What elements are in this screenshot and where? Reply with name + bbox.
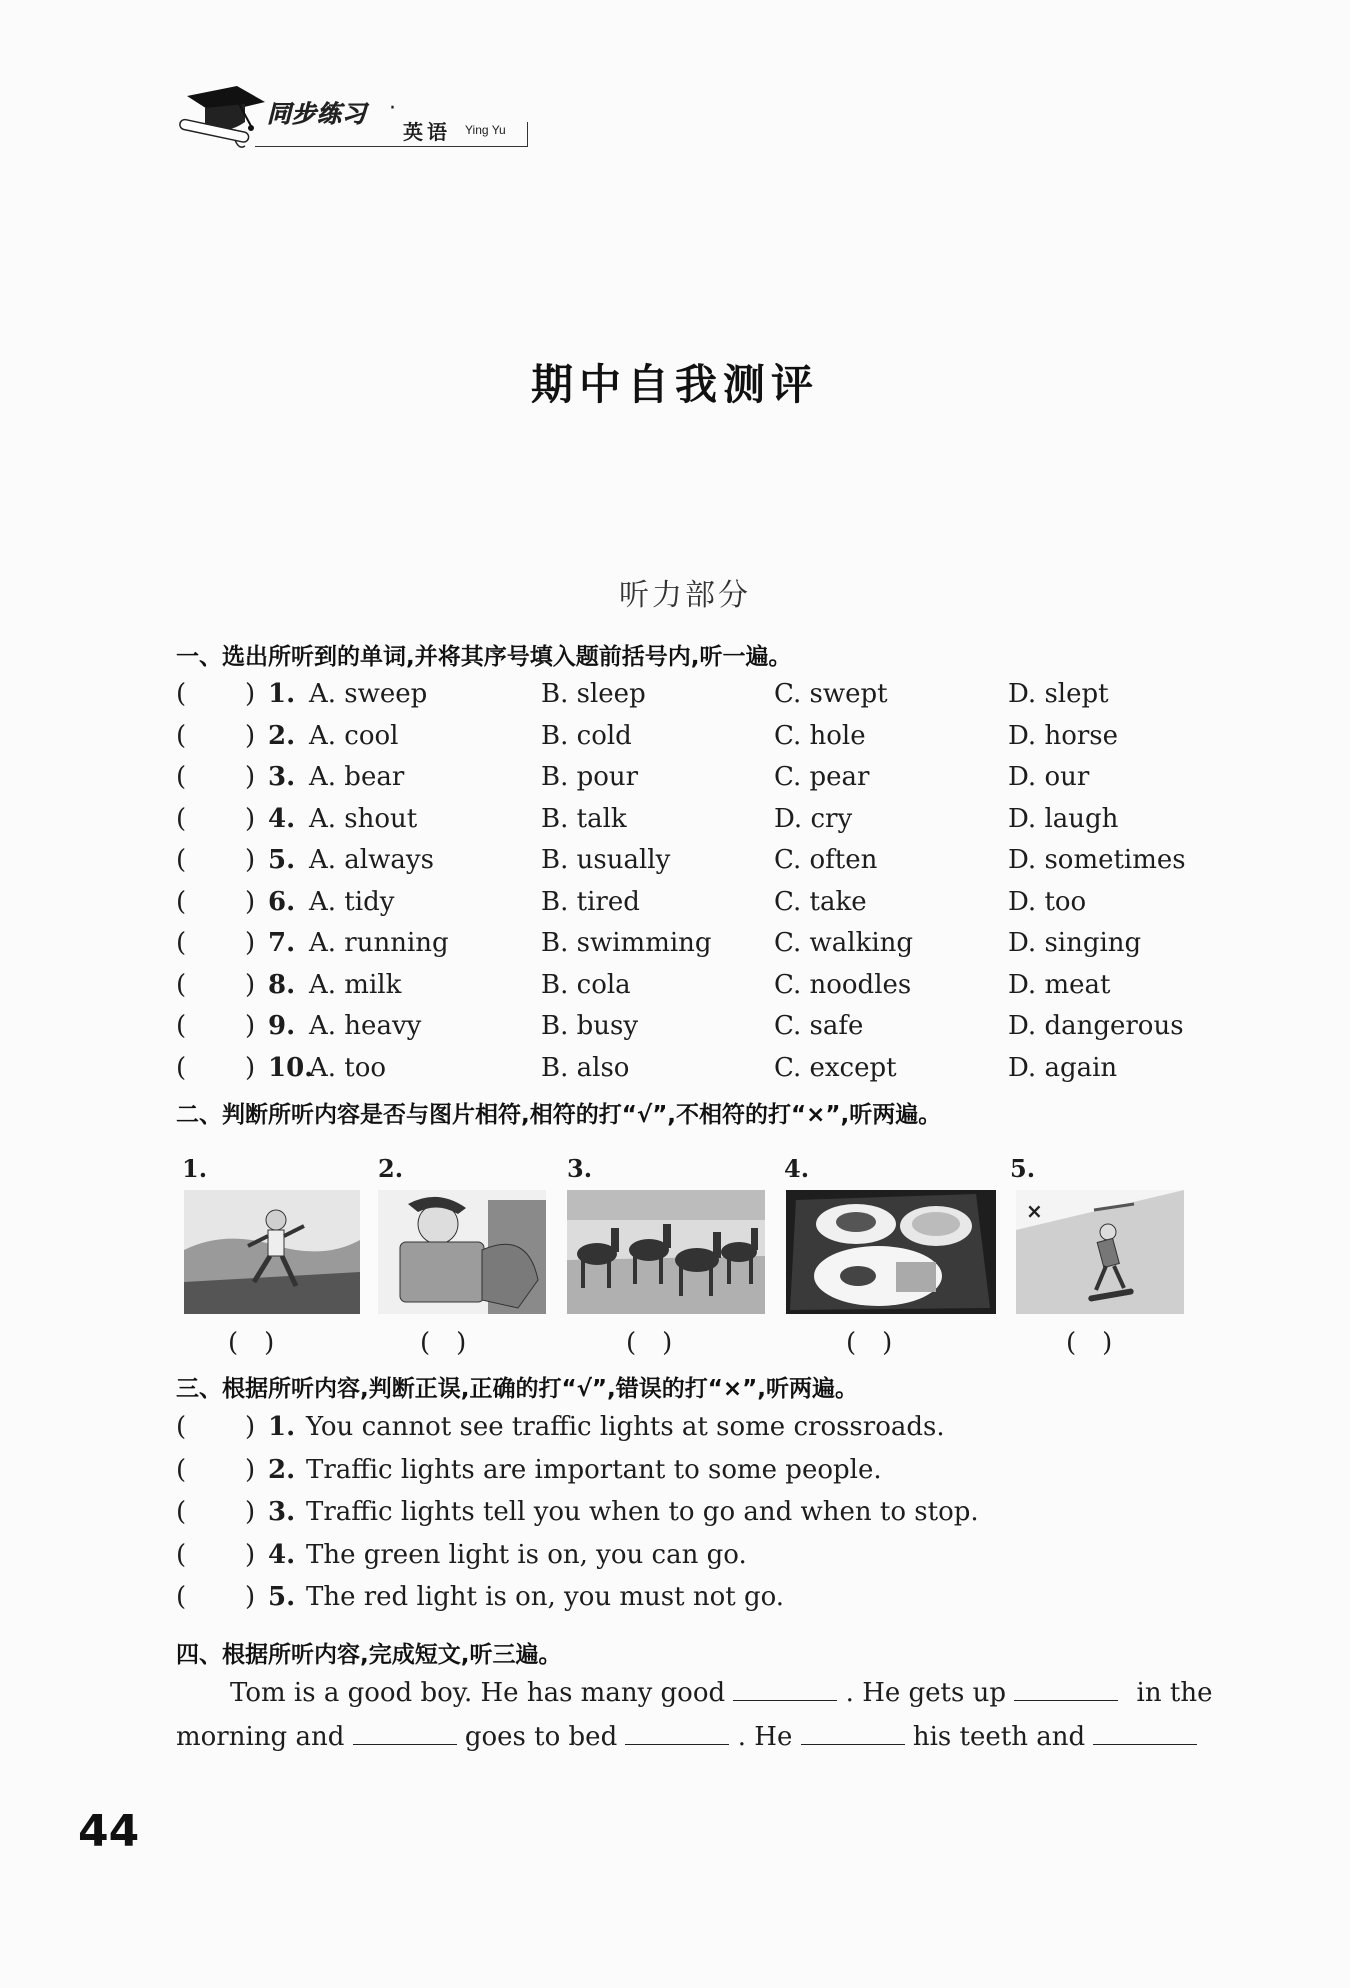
- option-a: A. heavy: [309, 1011, 422, 1041]
- option-b: B. usually: [541, 845, 671, 875]
- statement-text: The red light is on, you must not go.: [306, 1582, 785, 1612]
- book-header: [175, 82, 530, 152]
- question-row: [176, 1011, 1226, 1047]
- answer-blank[interactable]: [1014, 1678, 1118, 1701]
- question-number: 6.: [268, 886, 296, 917]
- statement-text: Traffic lights are important to some people.: [306, 1454, 882, 1485]
- header-divider: [527, 122, 528, 147]
- option-a: A. sweep: [309, 679, 428, 709]
- separator-dot: ·: [389, 96, 396, 121]
- answer-paren-right: ): [245, 886, 256, 917]
- answer-paren-left: (: [176, 1011, 187, 1041]
- statement-number: 1.: [268, 1412, 296, 1442]
- option-a: A. bear: [309, 762, 405, 792]
- answer-paren-left: (: [176, 1497, 187, 1527]
- answer-paren-left: (: [176, 845, 187, 875]
- answer-blank[interactable]: [353, 1722, 457, 1745]
- option-b: B. sleep: [541, 679, 646, 709]
- answer-paren-right: ): [245, 928, 256, 958]
- answer-paren-right: ): [245, 1539, 256, 1570]
- answer-paren-right: ): [245, 762, 256, 792]
- running-boy-image: [184, 1190, 360, 1314]
- picture-number: 5.: [1010, 1154, 1036, 1183]
- passage-line-1: Tom is a good boy. He has many good . He gets up in the: [230, 1678, 1213, 1708]
- subject-pinyin: Ying Yu: [465, 123, 506, 137]
- picture-answer-parens: (): [626, 1328, 699, 1358]
- answer-blank[interactable]: [625, 1722, 729, 1745]
- statement-row: [176, 1582, 1226, 1618]
- passage-line-2: morning and goes to bed . He his teeth and: [176, 1722, 1197, 1752]
- page-number: 44: [78, 1806, 140, 1857]
- picture-answer-parens: (): [420, 1328, 493, 1358]
- page-title: 期中自我测评: [530, 360, 819, 409]
- question-row: [176, 679, 1226, 715]
- picture-number: 3.: [567, 1154, 593, 1183]
- answer-paren-right: ): [245, 1454, 256, 1485]
- question-number: 7.: [268, 928, 296, 958]
- svg-text:×: ×: [1026, 1199, 1043, 1223]
- statement-text: The green light is on, you can go.: [306, 1539, 747, 1570]
- statement-number: 4.: [268, 1539, 296, 1570]
- statement-number: 5.: [268, 1582, 296, 1612]
- picture-number: 2.: [378, 1154, 404, 1183]
- option-a: A. too: [309, 1052, 387, 1083]
- skateboard-boy-image: [1016, 1190, 1184, 1314]
- statement-text: You cannot see traffic lights at some crossroads.: [306, 1412, 945, 1442]
- picture-number: 4.: [784, 1154, 810, 1183]
- option-d: D. horse: [1008, 720, 1119, 751]
- answer-paren-left: (: [176, 969, 187, 1000]
- picture-number: 1.: [182, 1154, 208, 1183]
- answer-paren-right: ): [245, 1497, 256, 1527]
- subject-name: 英语: [403, 120, 451, 144]
- option-c: C. often: [774, 845, 878, 875]
- section1-heading: 一、选出所听到的单词,并将其序号填入题前括号内,听一遍。: [176, 644, 792, 670]
- question-row: [176, 970, 1226, 1006]
- option-c: C. hole: [774, 720, 866, 751]
- option-d: D. dangerous: [1008, 1011, 1184, 1041]
- answer-blank[interactable]: [1093, 1722, 1197, 1745]
- option-c: C. swept: [774, 679, 888, 709]
- header-underline: [255, 146, 527, 147]
- option-a: A. milk: [309, 969, 402, 1000]
- answer-paren-left: (: [176, 928, 187, 958]
- option-b: B. also: [541, 1052, 630, 1083]
- option-a: A. running: [309, 928, 449, 958]
- question-row: [176, 928, 1226, 964]
- statement-number: 2.: [268, 1454, 296, 1485]
- option-c: D. cry: [774, 803, 853, 834]
- section2-heading: 二、判断所听内容是否与图片相符,相符的打“√”,不相符的打“×”,听两遍。: [176, 1102, 942, 1128]
- boy-with-blanket-image: [378, 1190, 546, 1314]
- section3-heading: 三、根据所听内容,判断正误,正确的打“√”,错误的打“×”,听两遍。: [176, 1376, 859, 1402]
- option-a: A. cool: [309, 720, 399, 751]
- picture-answer-parens: (): [228, 1328, 301, 1358]
- option-b: B. tired: [541, 886, 640, 917]
- question-row: [176, 762, 1226, 798]
- answer-paren-left: (: [176, 1454, 187, 1485]
- option-b: B. pour: [541, 762, 639, 792]
- answer-paren-left: (: [176, 803, 187, 834]
- question-row: [176, 721, 1226, 757]
- answer-paren-left: (: [176, 1412, 187, 1442]
- statement-text: Traffic lights tell you when to go and when to stop.: [306, 1497, 979, 1527]
- picture-answer-parens: (): [846, 1328, 919, 1358]
- question-number: 1.: [268, 679, 296, 709]
- question-number: 8.: [268, 969, 296, 1000]
- option-b: B. cola: [541, 969, 631, 1000]
- statement-row: [176, 1412, 1226, 1448]
- option-c: C. except: [774, 1052, 897, 1083]
- answer-paren-right: ): [245, 1412, 256, 1442]
- question-number: 5.: [268, 845, 296, 875]
- option-d: D. too: [1008, 886, 1087, 917]
- option-d: D. our: [1008, 762, 1090, 792]
- option-b: B. cold: [541, 720, 632, 751]
- option-b: B. busy: [541, 1011, 639, 1041]
- answer-paren-left: (: [176, 720, 187, 751]
- question-number: 4.: [268, 803, 296, 834]
- option-c: C. safe: [774, 1011, 864, 1041]
- option-a: A. always: [309, 845, 434, 875]
- question-row: [176, 845, 1226, 881]
- option-d: D. singing: [1008, 928, 1142, 958]
- series-brand: 同步练习: [267, 100, 367, 128]
- answer-paren-right: ): [245, 845, 256, 875]
- answer-paren-right: ): [245, 1582, 256, 1612]
- answer-paren-left: (: [176, 1539, 187, 1570]
- part-subtitle: 听力部分: [619, 578, 751, 613]
- answer-paren-left: (: [176, 1052, 187, 1083]
- answer-paren-left: (: [176, 886, 187, 917]
- option-c: C. noodles: [774, 969, 912, 1000]
- option-b: B. talk: [541, 803, 627, 834]
- answer-paren-right: ): [245, 969, 256, 1000]
- section4-heading: 四、根据所听内容,完成短文,听三遍。: [176, 1642, 562, 1668]
- statement-row: [176, 1455, 1226, 1491]
- question-number: 2.: [268, 720, 296, 751]
- graduation-cap-icon: [175, 82, 270, 152]
- question-number: 9.: [268, 1011, 296, 1041]
- option-d: D. again: [1008, 1052, 1118, 1083]
- answer-paren-left: (: [176, 1582, 187, 1612]
- option-d: D. laugh: [1008, 803, 1119, 834]
- option-a: A. tidy: [309, 886, 395, 917]
- answer-paren-right: ): [245, 803, 256, 834]
- question-number: 3.: [268, 762, 296, 792]
- answer-blank[interactable]: [733, 1678, 837, 1701]
- running-horses-image: [567, 1190, 765, 1314]
- option-c: C. walking: [774, 928, 914, 958]
- option-b: B. swimming: [541, 928, 712, 958]
- statement-row: [176, 1540, 1226, 1576]
- answer-paren-right: ): [245, 1011, 256, 1041]
- answer-blank[interactable]: [801, 1722, 905, 1745]
- option-d: D. meat: [1008, 969, 1111, 1000]
- option-c: C. pear: [774, 762, 870, 792]
- option-d: D. sometimes: [1008, 845, 1186, 875]
- picture-answer-parens: (): [1066, 1328, 1139, 1358]
- question-number: 10.: [268, 1052, 314, 1083]
- answer-paren-right: ): [245, 679, 256, 709]
- option-d: D. slept: [1008, 679, 1109, 709]
- breakfast-plate-image: [786, 1190, 996, 1314]
- answer-paren-left: (: [176, 762, 187, 792]
- question-row: [176, 887, 1226, 923]
- answer-paren-right: ): [245, 720, 256, 751]
- option-c: C. take: [774, 886, 867, 917]
- answer-paren-left: (: [176, 679, 187, 709]
- option-a: A. shout: [309, 803, 418, 834]
- question-row: [176, 1053, 1226, 1089]
- question-row: [176, 804, 1226, 840]
- statement-number: 3.: [268, 1497, 296, 1527]
- statement-row: [176, 1497, 1226, 1533]
- answer-paren-right: ): [245, 1052, 256, 1083]
